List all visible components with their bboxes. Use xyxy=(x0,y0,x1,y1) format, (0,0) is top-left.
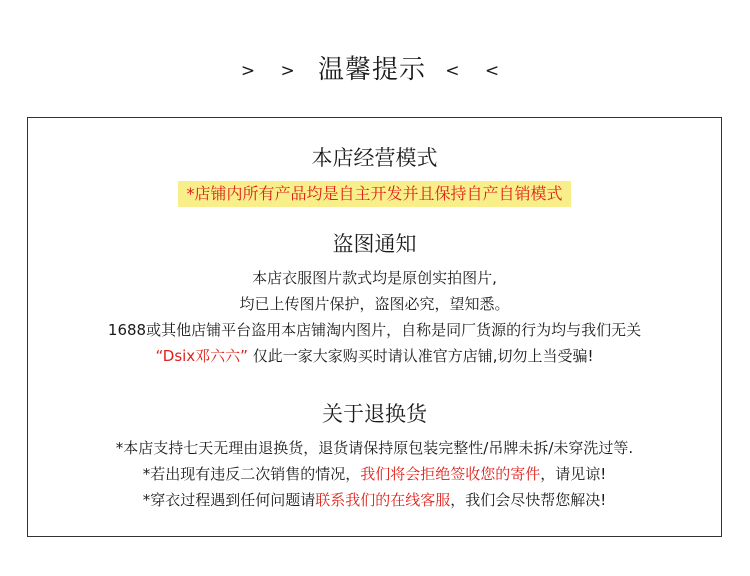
returns-line-3-end: ，我们会尽快帮您解决! xyxy=(450,491,607,509)
business-mode-title: 本店经营模式 xyxy=(311,146,438,170)
business-mode-highlight: *店铺内所有产品均是自主开发并且保持自产自销模式 xyxy=(178,181,570,207)
refuse-delivery-notice: 我们将会拒绝签收您的寄件 xyxy=(360,465,541,483)
left-arrows: > > xyxy=(240,60,305,81)
returns-line-2 xyxy=(28,462,721,486)
notice-frame xyxy=(27,117,722,537)
returns-title: 关于退换货 xyxy=(322,402,427,426)
image-theft-title: 盗图通知 xyxy=(332,232,417,256)
business-mode-banner xyxy=(28,181,721,207)
right-arrows: < < xyxy=(445,60,510,81)
image-theft-line-4 xyxy=(28,344,721,368)
image-theft-line-1: 本店衣服图片款式均是原创实拍图片, xyxy=(252,269,497,287)
returns-line-1: *本店支持七天无理由退换货，退货请保持原包装完整性/吊牌未拆/未穿洗过等. xyxy=(115,439,634,457)
image-theft-line-3: 1688或其他店铺平台盗用本店铺淘内图片，自称是同厂货源的行为均与我们无关 xyxy=(107,321,642,339)
returns-line-3 xyxy=(28,488,721,512)
brand-name: “Dsix邓六六” xyxy=(155,347,248,365)
image-theft-line-2: 均已上传图片保护，盗图必究，望知悉。 xyxy=(239,295,510,313)
notice-header xyxy=(0,52,750,89)
returns-line-3-start: *穿衣过程遇到任何问题请 xyxy=(142,491,316,509)
returns-line-2-start: *若出现有违反二次销售的情况， xyxy=(142,465,361,483)
official-store-notice: 仅此一家大家购买时请认准官方店铺,切勿上当受骗! xyxy=(252,347,594,365)
notice-title: 温馨提示 xyxy=(317,55,426,85)
returns-line-2-end: ，请见谅! xyxy=(540,465,607,483)
customer-service-notice: 联系我们的在线客服 xyxy=(315,491,451,509)
